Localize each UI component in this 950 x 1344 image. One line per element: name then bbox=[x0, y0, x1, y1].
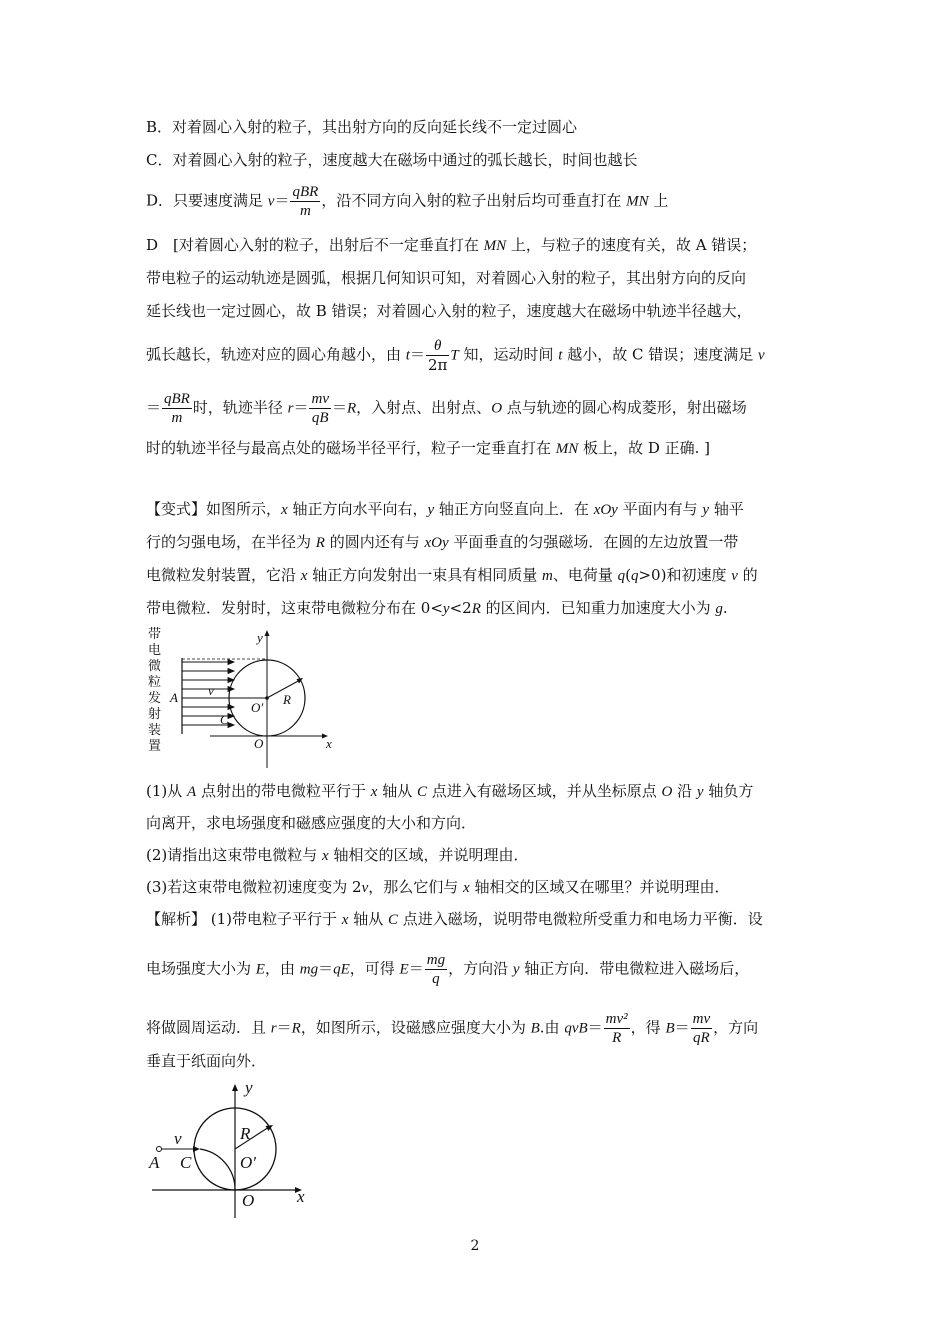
device-label bbox=[148, 626, 161, 753]
velocity-arrow-icon bbox=[193, 1146, 200, 1152]
device-char-5: 发 bbox=[148, 690, 162, 705]
center-dot bbox=[265, 696, 269, 700]
figure-1-apparatus bbox=[140, 624, 350, 772]
fraction-mg-q: $\frac{mg}{q}$ bbox=[426, 952, 446, 987]
variant-line-2: 行的匀强电场，在半径为 R 的圆内还有与 xOy 平面垂直的匀强磁场．在圆的左边放置一带 bbox=[146, 533, 739, 551]
label-c: C bbox=[220, 712, 229, 727]
option-d: D．只要速度满足 v＝ $\frac{\text{qBR}}{m}$ ，沿不同方向入射的粒子出射后均可垂直打在 MN 上 bbox=[146, 184, 669, 219]
label-x: x bbox=[326, 736, 332, 751]
answer-line-2: 带电粒子的运动轨迹是圆弧，根据几何知识可知，对着圆心入射的粒子，其出射方向的反向 bbox=[146, 269, 747, 287]
label-y: y bbox=[245, 1078, 253, 1097]
question-1-line-2: 向离开，求电场强度和磁感应强度的大小和方向． bbox=[146, 814, 477, 832]
option-b: B．对着圆心入射的粒子，其出射方向的反向延长线不一定过圆心 bbox=[146, 118, 578, 136]
fraction-mv-qb: $\frac{mv}{qB}$ bbox=[311, 391, 329, 426]
device-char-8: 置 bbox=[148, 738, 162, 753]
solution-line-3: 将做圆周运动．且 r＝R，如图所示，设磁感应强度大小为 B.由 qvB＝ $\frac{\text{mv²}}{R}$ ，得 B＝ $\frac{mv}{qR}$ ，方向 bbox=[146, 1011, 759, 1046]
device-char-4: 粒 bbox=[148, 674, 162, 689]
device-char-2: 电 bbox=[148, 642, 162, 657]
fraction-mv2-r: $\frac{\text{mv²}}{R}$ bbox=[605, 1011, 628, 1046]
label-r: R bbox=[283, 692, 291, 707]
answer-line-5: ＝ $\frac{\text{qBR}}{m}$ 时，轨迹半径 r＝ $\frac{mv}{qB}$ ＝R，入射点、出射点、O 点与轨迹的圆心构成菱形，射出磁场 bbox=[146, 391, 747, 426]
question-1-line-1: (1)从 A 点射出的带电微粒平行于 x 轴从 C 点进入有磁场区域，并从坐标原点 O 沿 y 轴负方 bbox=[146, 782, 754, 800]
answer-line-3: 延长线也一定过圆心，故 B 错误；对着圆心入射的粒子，速度越大在磁场中轨迹半径越大， bbox=[146, 302, 752, 320]
question-3: (3)若这束带电微粒初速度变为 2v，那么它们与 x 轴相交的区域又在哪里？并说明理由． bbox=[146, 878, 730, 896]
label-v: v bbox=[208, 683, 214, 698]
solution-line-1: 【解析】 (1)带电粒子平行于 x 轴从 C 点进入磁场，说明带电微粒所受重力和电场力平衡．设 bbox=[146, 910, 763, 928]
question-2: (2)请指出这束带电微粒与 x 轴相交的区域，并说明理由． bbox=[146, 846, 529, 864]
label-o-prime: O′ bbox=[240, 1153, 256, 1172]
fraction-theta-2pi: $\frac{\theta}{2\pi}$ bbox=[427, 338, 448, 374]
y-axis-arrow-icon bbox=[265, 630, 270, 636]
variant-line-4: 带电微粒．发射时，这束带电微粒分布在 0<y<2R 的区间内．已知重力加速度大小为 g. bbox=[146, 599, 728, 617]
y-axis-arrow-icon bbox=[232, 1084, 238, 1091]
solution-line-2: 电场强度大小为 E，由 mg＝qE，可得 E＝ $\frac{mg}{q}$ ，方向沿 y 轴正方向．带电微粒进入磁场后， bbox=[146, 952, 750, 987]
trajectory-arc bbox=[200, 1149, 235, 1190]
device-char-1: 带 bbox=[148, 626, 162, 641]
point-a-marker bbox=[157, 1147, 162, 1152]
page-number: 2 bbox=[470, 1238, 480, 1254]
label-c: C bbox=[180, 1153, 192, 1172]
option-c: C．对着圆心入射的粒子，速度越大在磁场中通过的弧长越长，时间也越长 bbox=[146, 151, 638, 169]
device-char-3: 微 bbox=[148, 658, 162, 673]
device-char-6: 射 bbox=[148, 706, 162, 721]
label-v: v bbox=[174, 1129, 182, 1148]
label-o-prime: O′ bbox=[251, 700, 264, 715]
variant-line-3: 电微粒发射装置，它沿 x 轴正方向发射出一束具有相同质量 m、电荷量 q(q>0)和初速度 v 的 bbox=[146, 566, 758, 584]
answer-line-6: 时的轨迹半径与最高点处的磁场半径平行，粒子一定垂直打在 MN 板上，故 D 正确. ] bbox=[146, 439, 711, 457]
label-a: A bbox=[170, 690, 178, 705]
fraction-qbr-m-2: $\frac{\text{qBR}}{m}$ bbox=[164, 391, 190, 426]
label-r: R bbox=[240, 1124, 251, 1143]
solution-line-4: 垂直于纸面向外． bbox=[146, 1052, 267, 1070]
fraction-mv-qr: $\frac{mv}{qR}$ bbox=[692, 1011, 711, 1046]
label-y: y bbox=[257, 630, 263, 645]
label-o: O bbox=[254, 736, 264, 751]
answer-line-4: 弧长越长，轨迹对应的圆心角越小，由 t＝ $\frac{\theta}{2\pi}$ T 知，运动时间 t 越小，故 C 错误；速度满足 v bbox=[146, 338, 765, 374]
device-char-7: 装 bbox=[148, 722, 162, 737]
label-x: x bbox=[297, 1187, 305, 1206]
fraction-qbr-m: $\frac{\text{qBR}}{m}$ bbox=[292, 184, 319, 219]
label-a: A bbox=[149, 1153, 160, 1172]
figure-2-trajectory bbox=[146, 1078, 316, 1222]
variant-line-1: 【变式】如图所示，x 轴正方向水平向右，y 轴正方向竖直向上．在 xOy 平面内有与 y 轴平 bbox=[146, 500, 744, 518]
answer-line-1: D [对着圆心入射的粒子，出射后不一定垂直打在 MN 上，与粒子的速度有关，故 A 错误； bbox=[146, 236, 757, 254]
label-o: O bbox=[242, 1191, 255, 1210]
